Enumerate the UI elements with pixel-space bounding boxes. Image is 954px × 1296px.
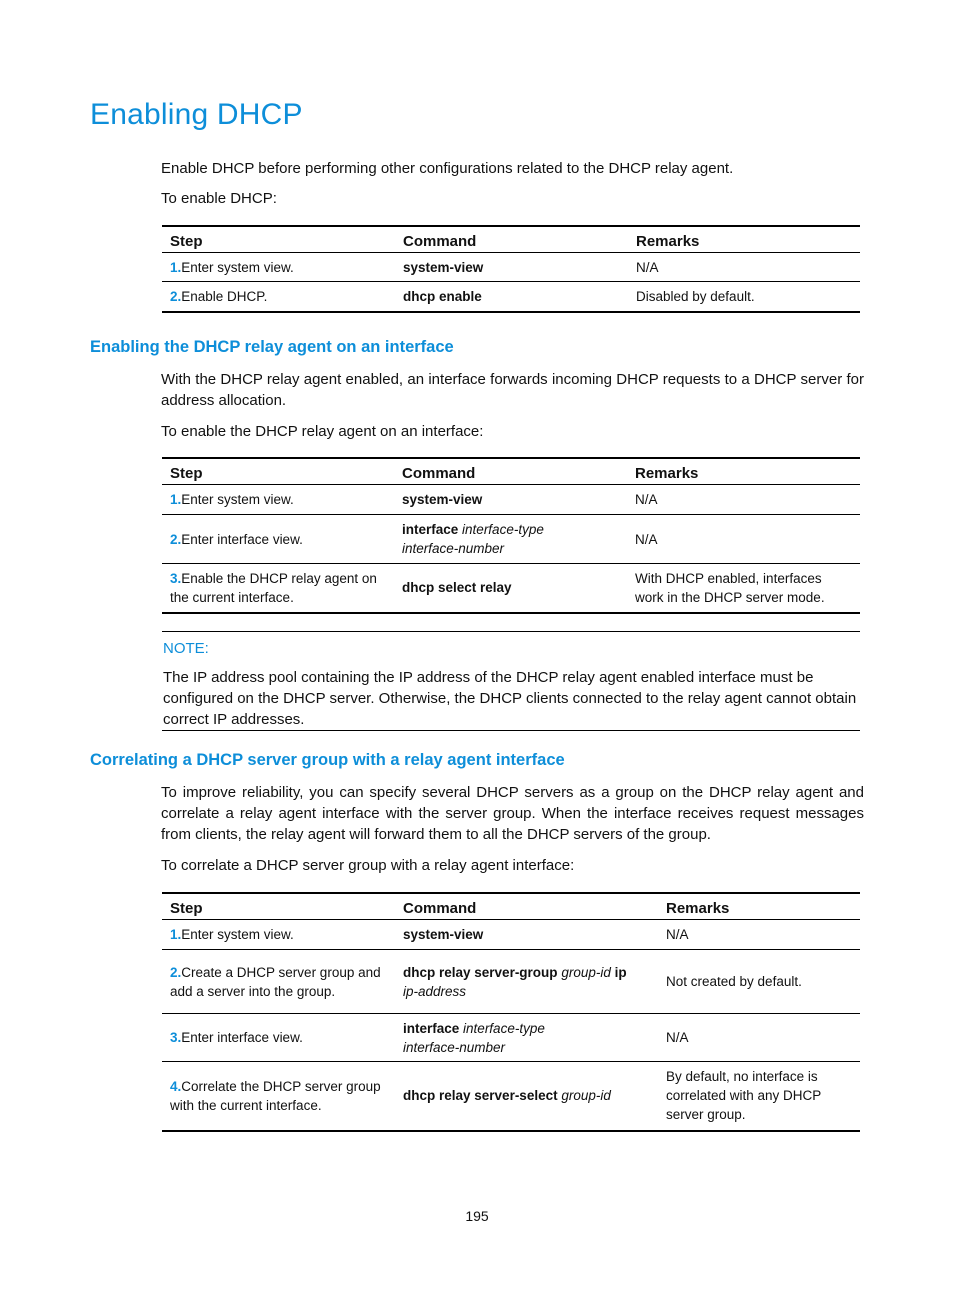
remarks-cell: By default, no interface is correlated with any DHCP server group. — [658, 1062, 860, 1131]
step-text: Enter system view. — [181, 927, 294, 942]
step-text: Correlate the DHCP server group with the current interface. — [170, 1078, 381, 1113]
column-header-remarks: Remarks — [627, 458, 860, 485]
command-keyword: dhcp enable — [403, 288, 482, 304]
table-row — [162, 950, 860, 1014]
command-keyword: interface — [402, 522, 459, 537]
command-cell — [395, 950, 658, 1014]
step-cell — [162, 950, 395, 1014]
table-row — [162, 920, 860, 950]
column-header-step: Step — [162, 226, 395, 253]
command-cell — [395, 282, 628, 312]
command-keyword: interface — [403, 1020, 460, 1036]
relay-agent-table — [162, 457, 860, 614]
command-argument: group-id — [561, 1088, 611, 1104]
step-text: Enter system view. — [181, 492, 294, 507]
remarks-cell: With DHCP enabled, interfaces work in the DHCP server mode. — [627, 564, 860, 613]
step-cell — [162, 282, 395, 312]
command-cell — [395, 1062, 658, 1131]
table-header-row — [162, 893, 860, 920]
table-row — [162, 1014, 860, 1062]
intro-lead-in: To enable DHCP: — [161, 190, 277, 207]
command-argument: interface-number — [402, 541, 505, 556]
command-keyword: system-view — [403, 927, 484, 942]
note-box — [162, 631, 860, 731]
table-row — [162, 1062, 860, 1131]
section-lead-in: To correlate a DHCP server group with a relay agent interface: — [161, 857, 575, 874]
remarks-cell: N/A — [658, 1014, 860, 1062]
table-header-row — [162, 226, 860, 253]
step-cell — [162, 485, 394, 515]
step-cell — [162, 1062, 395, 1131]
remarks-cell: Disabled by default. — [628, 282, 860, 312]
command-cell — [395, 920, 658, 950]
section-heading-server-group: Correlating a DHCP server group with a relay agent interface — [90, 751, 565, 769]
remarks-cell: N/A — [658, 920, 860, 950]
command-argument: group-id — [561, 964, 611, 980]
step-cell — [162, 564, 394, 613]
command-cell — [395, 253, 628, 282]
command-cell — [394, 485, 627, 515]
page-number: 195 — [465, 1208, 489, 1224]
step-number: 1. — [170, 492, 182, 507]
column-header-step: Step — [162, 458, 394, 485]
section-paragraph: To improve reliability, you can specify several DHCP servers as a group on the DHCP relay agent and correlate a relay agent interface with the server group. When the interface receives request messages from clients, the relay agent will forward them to all the DHCP servers of the group. — [161, 784, 864, 843]
command-argument: interface-type — [463, 1020, 545, 1036]
step-number: 2. — [170, 964, 182, 980]
command-argument: interface-type — [462, 522, 544, 537]
section-paragraph: With the DHCP relay agent enabled, an interface forwards incoming DHCP requests to a DHCP server for address allocation. — [161, 371, 864, 409]
step-text: Enable DHCP. — [181, 288, 268, 304]
remarks-cell: N/A — [627, 485, 860, 515]
step-cell — [162, 1014, 395, 1062]
step-number: 2. — [170, 531, 182, 547]
column-header-command: Command — [395, 893, 658, 920]
command-cell — [395, 1014, 658, 1062]
step-cell — [162, 515, 394, 564]
command-keyword: dhcp select relay — [402, 580, 512, 596]
table-row — [162, 515, 860, 564]
section-lead-in: To enable the DHCP relay agent on an interface: — [161, 423, 484, 440]
step-number: 4. — [170, 1078, 182, 1094]
table-row — [162, 253, 860, 282]
step-number: 1. — [170, 927, 182, 942]
step-text: Enable the DHCP relay agent on the current interface. — [170, 570, 377, 605]
column-header-step: Step — [162, 893, 395, 920]
step-cell — [162, 253, 395, 282]
step-text: Enter interface view. — [181, 531, 303, 547]
step-text: Enter interface view. — [181, 1030, 303, 1045]
table-row — [162, 282, 860, 312]
command-cell — [394, 564, 627, 613]
column-header-remarks: Remarks — [658, 893, 860, 920]
section-heading-relay-agent: Enabling the DHCP relay agent on an interface — [90, 338, 454, 356]
table-header-row — [162, 458, 860, 485]
command-cell — [394, 515, 627, 564]
remarks-cell: N/A — [628, 253, 860, 282]
command-keyword: dhcp relay server-select — [403, 1088, 558, 1104]
step-cell — [162, 920, 395, 950]
step-number: 2. — [170, 288, 182, 304]
step-number: 3. — [170, 1030, 182, 1045]
column-header-command: Command — [395, 226, 628, 253]
step-number: 3. — [170, 570, 182, 586]
column-header-command: Command — [394, 458, 627, 485]
command-argument: ip-address — [403, 983, 467, 999]
step-number: 1. — [170, 259, 182, 275]
table-row — [162, 485, 860, 515]
remarks-cell: N/A — [627, 515, 860, 564]
note-title: NOTE: — [163, 640, 209, 657]
page-title: Enabling DHCP — [90, 98, 303, 131]
intro-paragraph: Enable DHCP before performing other configurations related to the DHCP relay agent. — [161, 160, 734, 177]
table-row — [162, 564, 860, 613]
command-keyword: system-view — [402, 492, 483, 507]
command-argument: interface-number — [403, 1039, 506, 1055]
column-header-remarks: Remarks — [628, 226, 860, 253]
note-text: The IP address pool containing the IP address of the DHCP relay agent enabled interface must be configured on the DHCP server. Otherwise, the DHCP clients connected to the relay agent cannot obtain correct IP addresses. — [163, 669, 857, 728]
server-group-table — [162, 892, 860, 1132]
remarks-cell: Not created by default. — [658, 950, 860, 1014]
enable-dhcp-table — [162, 225, 860, 313]
command-keyword: system-view — [403, 259, 484, 275]
step-text: Enter system view. — [181, 259, 294, 275]
command-keyword: ip — [614, 964, 627, 980]
step-text: Create a DHCP server group and add a server into the group. — [170, 964, 381, 999]
command-keyword: dhcp relay server-group — [403, 964, 558, 980]
